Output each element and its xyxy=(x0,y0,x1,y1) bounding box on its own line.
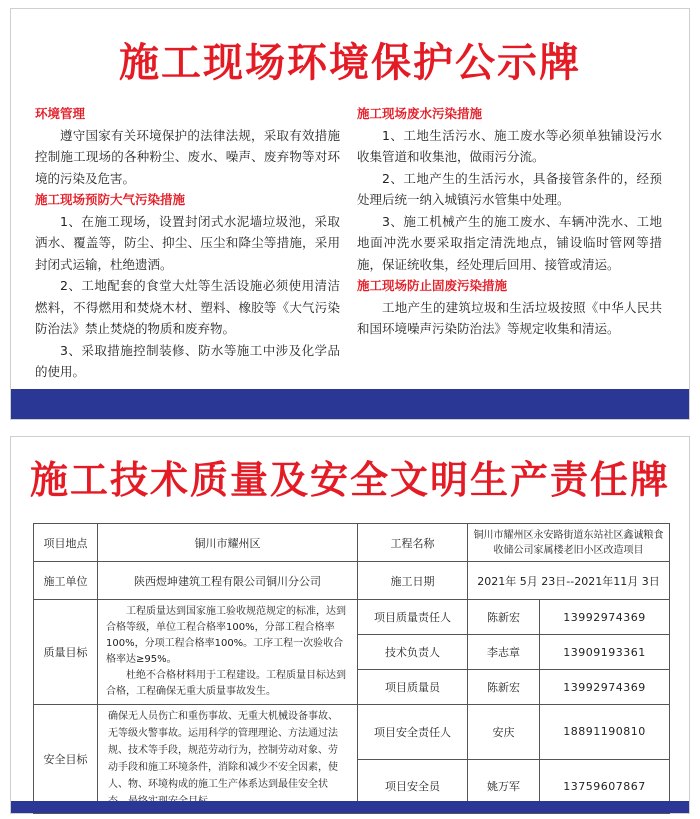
env-management-heading: 环境管理 xyxy=(35,106,86,121)
person-phone: 13759607867 xyxy=(540,759,670,814)
project-location-value: 铜川市耀州区 xyxy=(98,524,358,562)
table-row xyxy=(34,524,670,562)
table-row xyxy=(34,600,670,635)
safety-target-label: 安全目标 xyxy=(34,705,98,814)
person-phone: 13992974369 xyxy=(540,600,670,635)
person-role: 项目质量员 xyxy=(358,670,468,705)
construction-unit-label: 施工单位 xyxy=(34,562,98,600)
person-name: 陈新宏 xyxy=(468,670,540,705)
quality-target-text xyxy=(98,600,358,705)
board2-title: 施工技术质量及安全文明生产责任牌 xyxy=(29,458,670,502)
wastewater-item-1: 1、工地生活污水、施工废水等必须单独铺设污水收集管道和收集池，做雨污分流。 xyxy=(357,127,662,164)
responsibility-board xyxy=(10,436,690,814)
board1-right-column xyxy=(357,103,662,340)
solid-waste-text: 工地产生的建筑垃圾和生活垃圾按照《中华人民共和国环境噪声污染防治法》等规定收集和清运。 xyxy=(357,299,662,336)
safety-target-text: 确保无人员伤亡和重伤事故、无重大机械设备事故、无等级火警事故。运用科学的管理理论、方法通过法规、技术等手段，规范劳动行为，控制劳动对象、劳动手段和施工环境条件，消除和减少不安全因素，使人、物、环境构成的施工生产体系达到最佳安全状 xyxy=(98,705,358,814)
wastewater-heading: 施工现场废水污染措施 xyxy=(357,106,483,121)
person-role: 项目安全员 xyxy=(358,759,468,814)
quality-target-label: 质量目标 xyxy=(34,600,98,705)
air-pollution-heading: 施工现场预防大气污染措施 xyxy=(35,192,186,207)
person-phone: 13909193361 xyxy=(540,635,670,670)
air-pollution-item-2: 2、工地配套的食堂大灶等生活设施必须使用清洁燃料，不得燃用和焚烧木材、塑料、橡胶等《大气污染防治法》禁止焚烧的物质和废弃物。 xyxy=(35,278,340,336)
person-name: 安庆 xyxy=(468,705,540,760)
person-phone: 13992974369 xyxy=(540,670,670,705)
construction-date-label: 施工日期 xyxy=(358,562,468,600)
quality-target-para-1: 工程质量达到国家施工验收规范规定的标准，达到合格等级，单位工程合格率100%，分部工程合格率100%，分项工程合格率100%。工序工程一次验收合格率达≥95%。 xyxy=(106,606,346,665)
person-phone: 18891190810 xyxy=(540,705,670,760)
table-row xyxy=(34,562,670,600)
board1-blue-bar xyxy=(11,389,689,419)
board2-blue-bar xyxy=(11,801,689,813)
construction-unit-value: 陕西煜坤建筑工程有限公司铜川分公司 xyxy=(98,562,358,600)
project-location-label: 项目地点 xyxy=(34,524,98,562)
person-role: 项目质量责任人 xyxy=(358,600,468,635)
wastewater-item-2: 2、工地产生的生活污水，具备接管条件的，经预处理后统一纳入城镇污水管集中处理。 xyxy=(357,170,662,207)
project-name-label: 工程名称 xyxy=(358,524,468,562)
env-management-text: 遵守国家有关环境保护的法律法规，采取有效措施控制施工现场的各种粉尘、废水、噪声、废弃物等对环境的污染及危害。 xyxy=(35,127,340,186)
person-role: 项目安全责任人 xyxy=(358,705,468,760)
responsibility-table xyxy=(33,523,670,814)
quality-target-para-2: 杜绝不合格材料用于工程建设。工程质量目标达到合格，工程确保无重大质量事故发生。 xyxy=(106,670,346,697)
board1-title: 施工现场环境保护公示牌 xyxy=(119,40,581,86)
person-name: 姚万军 xyxy=(468,759,540,814)
project-name-value: 铜川市耀州区永安路街道东站社区鑫诚粮食收储公司家属楼老旧小区改造项目 xyxy=(468,524,670,562)
solid-waste-heading: 施工现场防止固废污染措施 xyxy=(357,278,508,293)
person-name: 陈新宏 xyxy=(468,600,540,635)
wastewater-item-3: 3、施工机械产生的施工废水、车辆冲洗水、工地地面冲洗水要采取指定清洗地点，铺设临时管网等措施，保证统收集，经处理后回用、接管或清运。 xyxy=(357,213,662,272)
board1-left-column xyxy=(35,103,340,383)
construction-date-value: 2021年 5月 23日--2021年11月 3日 xyxy=(468,562,670,600)
person-name: 李志章 xyxy=(468,635,540,670)
environment-protection-board xyxy=(10,8,690,420)
air-pollution-item-1: 1、在施工现场，设置封闭式水泥墙垃圾池，采取洒水、覆盖等，防尘、抑尘、压尘和降尘等措施，采用封闭式运输，杜绝遗洒。 xyxy=(35,213,340,272)
person-role: 技术负责人 xyxy=(358,635,468,670)
table-row xyxy=(34,705,670,760)
air-pollution-item-3: 3、采取措施控制装修、防水等施工中涉及化学品的使用。 xyxy=(35,342,340,379)
